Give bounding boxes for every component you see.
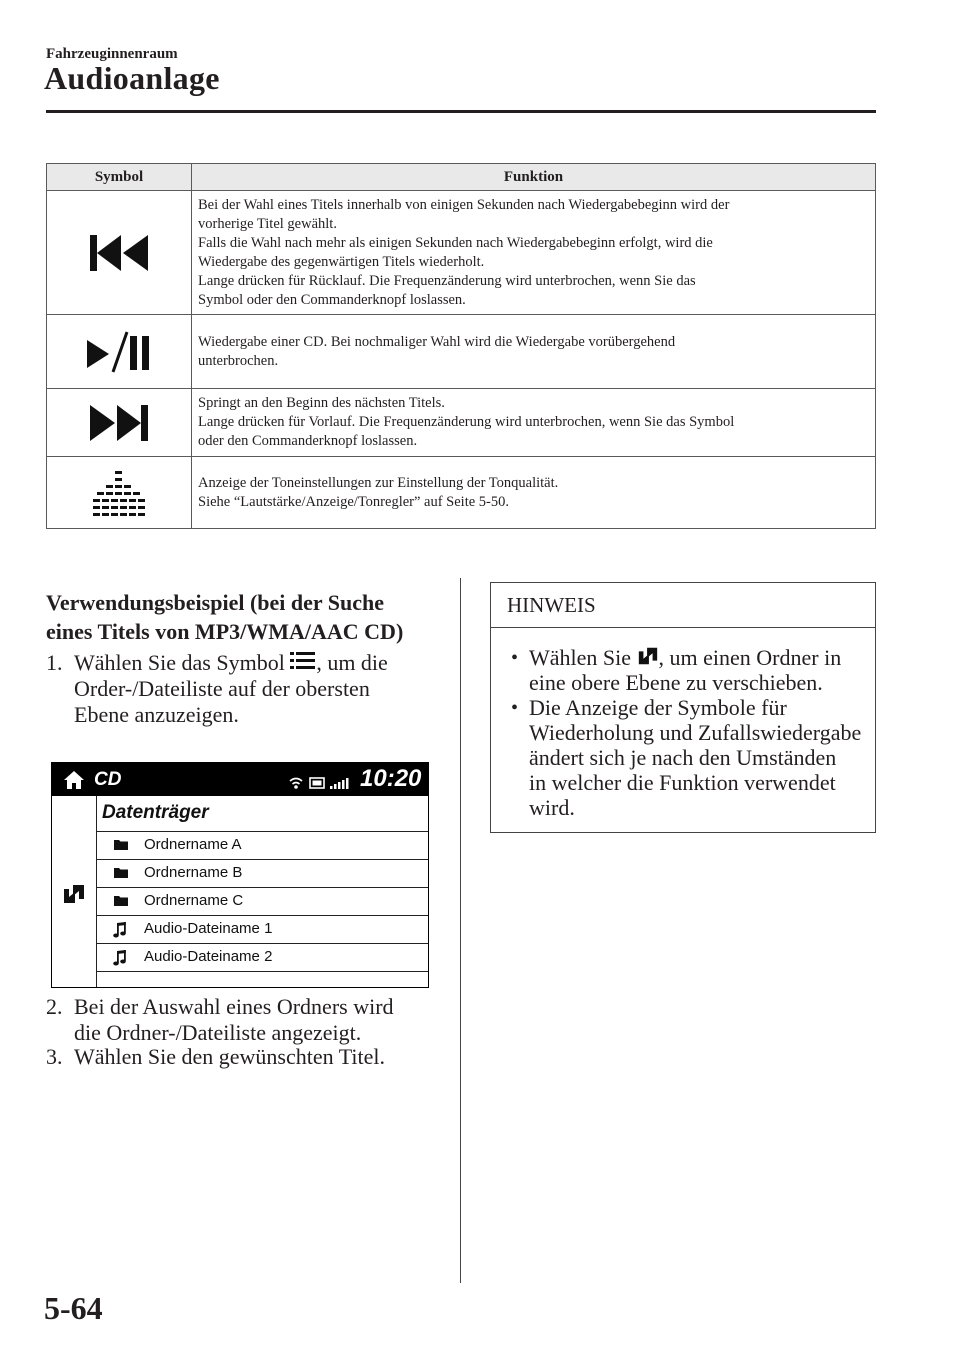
symbol-cell (47, 457, 192, 529)
hint-text-part: Wählen Sie (529, 645, 637, 670)
function-text-line: Wiedergabe des gegenwärtigen Titels wiederholt. (198, 253, 485, 270)
hint-bullet: • (511, 647, 519, 669)
function-cell (192, 457, 876, 529)
step-number: 3. (46, 1044, 63, 1069)
table-header-row (47, 164, 876, 191)
column-header-symbol: Symbol (47, 164, 192, 191)
step-text (74, 994, 454, 1046)
symbol-cell (47, 191, 192, 315)
hint-box (490, 582, 876, 833)
step-text (74, 650, 454, 728)
list-item-label: Ordnername C (144, 892, 244, 909)
step-3 (46, 1044, 446, 1070)
step-text-line: die Ordner-/Dateiliste angezeigt. (74, 1020, 362, 1045)
title-rule (46, 110, 876, 113)
hint-text-line: ändert sich je nach den Umständen (529, 745, 837, 770)
step-number: 2. (46, 994, 63, 1019)
step-text-line: Wählen Sie den gewünschten Titel. (74, 1044, 386, 1069)
page-title: Audioanlage (44, 60, 220, 96)
list-item-label: Audio-Dateiname 1 (144, 920, 273, 937)
screen-illustration (51, 762, 429, 988)
step-text-part: , um die (316, 650, 388, 675)
screen-body (52, 796, 428, 987)
folder-icon (113, 894, 129, 907)
function-text-line: unterbrochen. (198, 352, 279, 369)
list-item[interactable] (96, 831, 428, 860)
step-text-line: Order-/Dateiliste auf der obersten (74, 676, 370, 701)
step-text-part: Wählen Sie das Symbol (74, 650, 291, 675)
page-number: 5-64 (44, 1290, 103, 1326)
example-heading-line: eines Titels von MP3/WMA/AAC CD) (46, 619, 404, 644)
function-cell (192, 315, 876, 389)
list-item[interactable] (96, 859, 428, 888)
list-item[interactable] (96, 915, 428, 944)
folder-up-icon (637, 646, 659, 666)
hint-text-line: Die Anzeige der Symbole für (529, 695, 787, 720)
list-icon (290, 651, 316, 671)
play-pause-icon (85, 330, 153, 374)
hint-text-line: in welcher die Funktion verwendet (529, 770, 836, 795)
folder-icon (113, 866, 129, 879)
function-text-line: vorherige Titel gewählt. (198, 215, 337, 232)
list-title: Datenträger (102, 802, 209, 823)
example-heading-line: Verwendungsbeispiel (bei der Suche (46, 590, 384, 615)
folder-up-icon[interactable] (62, 884, 86, 904)
hint-bullet: • (511, 697, 519, 719)
hint-title: HINWEIS (491, 583, 875, 628)
symbol-cell (47, 389, 192, 457)
hint-text-line: Wiederholung und Zufallswiedergabe (529, 720, 862, 745)
table-row (47, 315, 876, 389)
screen-status-bar (52, 763, 428, 796)
column-divider (460, 578, 461, 1283)
column-header-function: Funktion (192, 164, 876, 191)
step-text-line: Bei der Auswahl eines Ordners wird (74, 994, 394, 1019)
function-table (46, 163, 876, 529)
hint-text-part: , um einen Ordner in (658, 645, 842, 670)
function-text-line: Siehe “Lautstärke/Anzeige/Tonregler” auf Seite 5-50. (198, 493, 510, 510)
function-text-line: Wiedergabe einer CD. Bei nochmaliger Wahl wird die Wiedergabe vorübergehend (198, 333, 676, 350)
hint-text-line: wird. (529, 795, 575, 820)
list-item-label: Audio-Dateiname 2 (144, 948, 273, 965)
home-icon[interactable] (63, 770, 85, 790)
function-text-line: Bei der Wahl eines Titels innerhalb von einigen Sekunden nach Wiedergabebeginn wird der (198, 196, 730, 213)
list-bottom-rule (96, 971, 428, 972)
music-note-icon (113, 950, 127, 966)
table-row (47, 457, 876, 529)
function-cell (192, 389, 876, 457)
function-text-line: Springt an den Beginn des nächsten Titels. (198, 395, 445, 411)
function-text-line: Anzeige der Toneinstellungen zur Einstellung der Tonqualität. (198, 474, 559, 491)
section-label: Fahrzeuginnenraum (46, 46, 178, 62)
hint-item-2 (529, 695, 874, 820)
step-2 (46, 994, 446, 1046)
symbol-cell (47, 315, 192, 389)
clock: 10:20 (360, 765, 422, 792)
list-item-label: Ordnername A (144, 836, 242, 853)
folder-icon (113, 838, 129, 851)
hint-text-line: eine obere Ebene zu verschieben. (529, 670, 823, 695)
step-1 (46, 650, 446, 730)
function-cell (192, 191, 876, 315)
music-note-icon (113, 922, 127, 938)
example-heading (46, 588, 403, 646)
function-text-line: Lange drücken für Rücklauf. Die Frequenzänderung wird unterbrochen, wenn Sie das (198, 272, 696, 289)
source-label: CD (94, 769, 122, 790)
function-text-line: oder den Commanderknopf loslassen. (198, 433, 418, 449)
table-row (47, 191, 876, 315)
function-text-line: Lange drücken für Vorlauf. Die Frequenzänderung wird unterbrochen, wenn Sie das Symbol (198, 414, 735, 430)
list-item-label: Ordnername B (144, 864, 243, 881)
step-text (74, 1044, 454, 1070)
hint-item-1 (529, 645, 874, 695)
signal-status-icons (288, 774, 352, 792)
table-row (47, 389, 876, 457)
function-text-line: Symbol oder den Commanderknopf loslassen. (198, 291, 466, 308)
list-item[interactable] (96, 887, 428, 916)
step-text-line: Ebene anzuzeigen. (74, 702, 239, 727)
equalizer-icon (91, 469, 147, 517)
function-text-line: Falls die Wahl nach mehr als einigen Sekunden nach Wiedergabebeginn erfolgt, wird die (198, 234, 713, 251)
skip-forward-icon (88, 403, 150, 443)
step-number: 1. (46, 650, 63, 675)
screen-left-column (52, 796, 97, 987)
list-item[interactable] (96, 943, 428, 972)
skip-back-icon (88, 233, 150, 273)
